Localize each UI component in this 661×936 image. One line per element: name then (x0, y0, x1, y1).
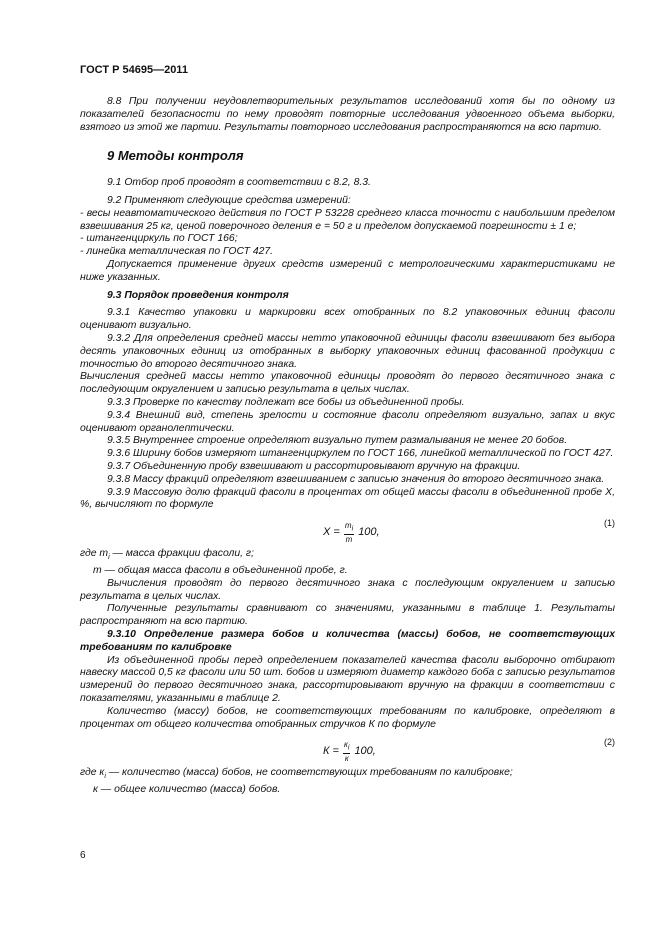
document-header: ГОСТ Р 54695—2011 (80, 64, 188, 76)
paragraph-allowed: Допускается применение других средств измерений с метрологическими характеристиками не ниже указанных. (80, 258, 615, 283)
where2-a-rest: — количество (масса) бобов, не соответствующих требованиям по калибровке; (105, 767, 513, 779)
subsection-9-3-10-title: 9.3.10 Определение размера бобов и количества (массы) бобов, не соответствующих требованиям по калибровке (80, 628, 615, 653)
paragraph-9-3-9: 9.3.9 Массовую долю фракций фасоли в процентах от общей массы фасоли в объединенной пробе Х, %, вычисляют по формуле (80, 486, 615, 511)
paragraph-9-3-6: 9.3.6 Ширину бобов измеряют штангенциркулем по ГОСТ 166, линейкой металлической по ГОСТ 427. (107, 448, 614, 460)
paragraph-compare: Полученные результаты сравнивают со значениями, указанными в таблице 1. Результаты распространяют на всю партию. (80, 603, 615, 628)
where1-a-rest: — масса фракции фасоли, г; (109, 548, 254, 560)
where2-a: где к (80, 767, 105, 779)
formula-1-lhs: X = (323, 526, 340, 539)
formula-2-denominator: к (344, 753, 349, 763)
paragraph-9-3-4: 9.3.4 Внешний вид, степень зрелости и состояние фасоли определяют визуально, запах и вкус оценивают органолептически. (80, 409, 615, 434)
paragraph-9-3-7: 9.3.7 Объединенную пробу взвешивают и рассортировывают вручную на фракции. (107, 460, 521, 472)
formula-1 (80, 515, 615, 545)
formula-1-fraction (344, 521, 354, 544)
where1-a-sub: i (108, 554, 110, 562)
paragraph-9-1: 9.1 Отбор проб проводят в соответствии с 8.2, 8.3. (107, 177, 371, 189)
formula-2 (80, 734, 615, 764)
formula-2-numerator-sub: i (347, 744, 350, 752)
paragraph-9-3-2: 9.3.2 Для определения средней массы нетто упаковочной единицы фасоли взвешивают без выбора десять упаковочных единиц из отобранных в выборку упаковочных единиц фасованной продукции с точностью до второго десятичного знака. (80, 332, 615, 370)
where2-a-sub: i (104, 773, 106, 781)
formula-1-where-m: m — общая масса фасоли в объединенной пробе, г. (93, 564, 348, 576)
list-item-caliper: - штангенциркуль по ГОСТ 166; (80, 233, 238, 245)
paragraph-9-3-3: 9.3.3 Проверке по качеству подлежат все бобы из объединенной пробы. (107, 396, 465, 408)
paragraph-9-3-1: 9.3.1 Качество упаковки и маркировки всех отобранных по 8.2 упаковочных единиц фасоли оценивают визуально. (80, 307, 615, 332)
subsection-9-3-title: 9.3 Порядок проведения контроля (107, 289, 289, 301)
paragraph-9-3-10-b: Количество (массу) бобов, не соответствующих требованиям по калибровке, определяют в процентах от общего количества отобранных стручков К по формуле (80, 705, 615, 730)
paragraph-9-3-5: 9.3.5 Внутреннее строение определяют визуально путем размалывания не менее 20 бобов. (107, 435, 568, 447)
formula-2-numerator: к (344, 740, 348, 750)
paragraph-calc: Вычисления проводят до первого десятичного знака с последующим округлением и записью результата в целых числах. (80, 577, 615, 602)
formula-1-where-mi (80, 548, 615, 565)
formula-1-expression (323, 521, 380, 544)
formula-1-denominator: m (345, 534, 353, 544)
paragraph-9-3-10-a: Из объединенной пробы перед определением показателей качества фасоли выборочно отбирают навеску массой 0,5 кг фасоли или 50 шт. бобов и измеряют диаметр каждого боба с записью результатов измерений до первого десятичного знака, рассортировывают вручную на фракции в соответствии с показателями, указанными в таблице 2. (80, 654, 615, 704)
formula-1-number: (1) (604, 518, 615, 529)
formula-1-numerator-sub: i (351, 525, 354, 533)
formula-1-numerator: m (344, 521, 352, 531)
formula-2-expression (323, 740, 376, 763)
formula-2-fraction (343, 740, 350, 763)
page-content (80, 96, 615, 797)
page-number: 6 (80, 850, 86, 861)
paragraph-8-8: 8.8 При получении неудовлетворительных результатов исследований хотя бы по одному из показателей безопасности по нему проводят повторные исследования удвоенного объема выборки, взятого из этой же партии. Результаты повторного исследования распространяются на всю партию. (80, 96, 615, 133)
formula-2-number: (2) (604, 737, 615, 748)
where1-a: где m (80, 548, 109, 560)
formula-2-rhs: 100, (354, 745, 376, 758)
paragraph-9-3-2-calc: Вычисления средней массы нетто упаковочной единицы проводят до первого десятичного знака с последующим округлением и записью результата в целых числах. (80, 371, 615, 396)
formula-2-lhs: К = (323, 745, 339, 758)
list-item-ruler: - линейка металлическая по ГОСТ 427. (80, 246, 274, 258)
list-item-scales: - весы неавтоматического действия по ГОСТ Р 53228 среднего класса точности с наибольшим пределом взвешивания 25 кг, ценой поверочного деления е = 50 г и пределом допускаемой погрешности ± 1 е; (80, 207, 615, 232)
formula-1-rhs: 100, (358, 526, 380, 539)
formula-2-where-ki (80, 767, 615, 784)
paragraph-9-3-8: 9.3.8 Массу фракций определяют взвешиванием с записью значения до второго десятичного знака. (107, 473, 605, 485)
section-9-title: 9 Методы контроля (107, 148, 244, 164)
formula-2-where-k: к — общее количество (масса) бобов. (93, 784, 281, 796)
paragraph-9-2: 9.2 Применяют следующие средства измерений: (107, 194, 351, 206)
